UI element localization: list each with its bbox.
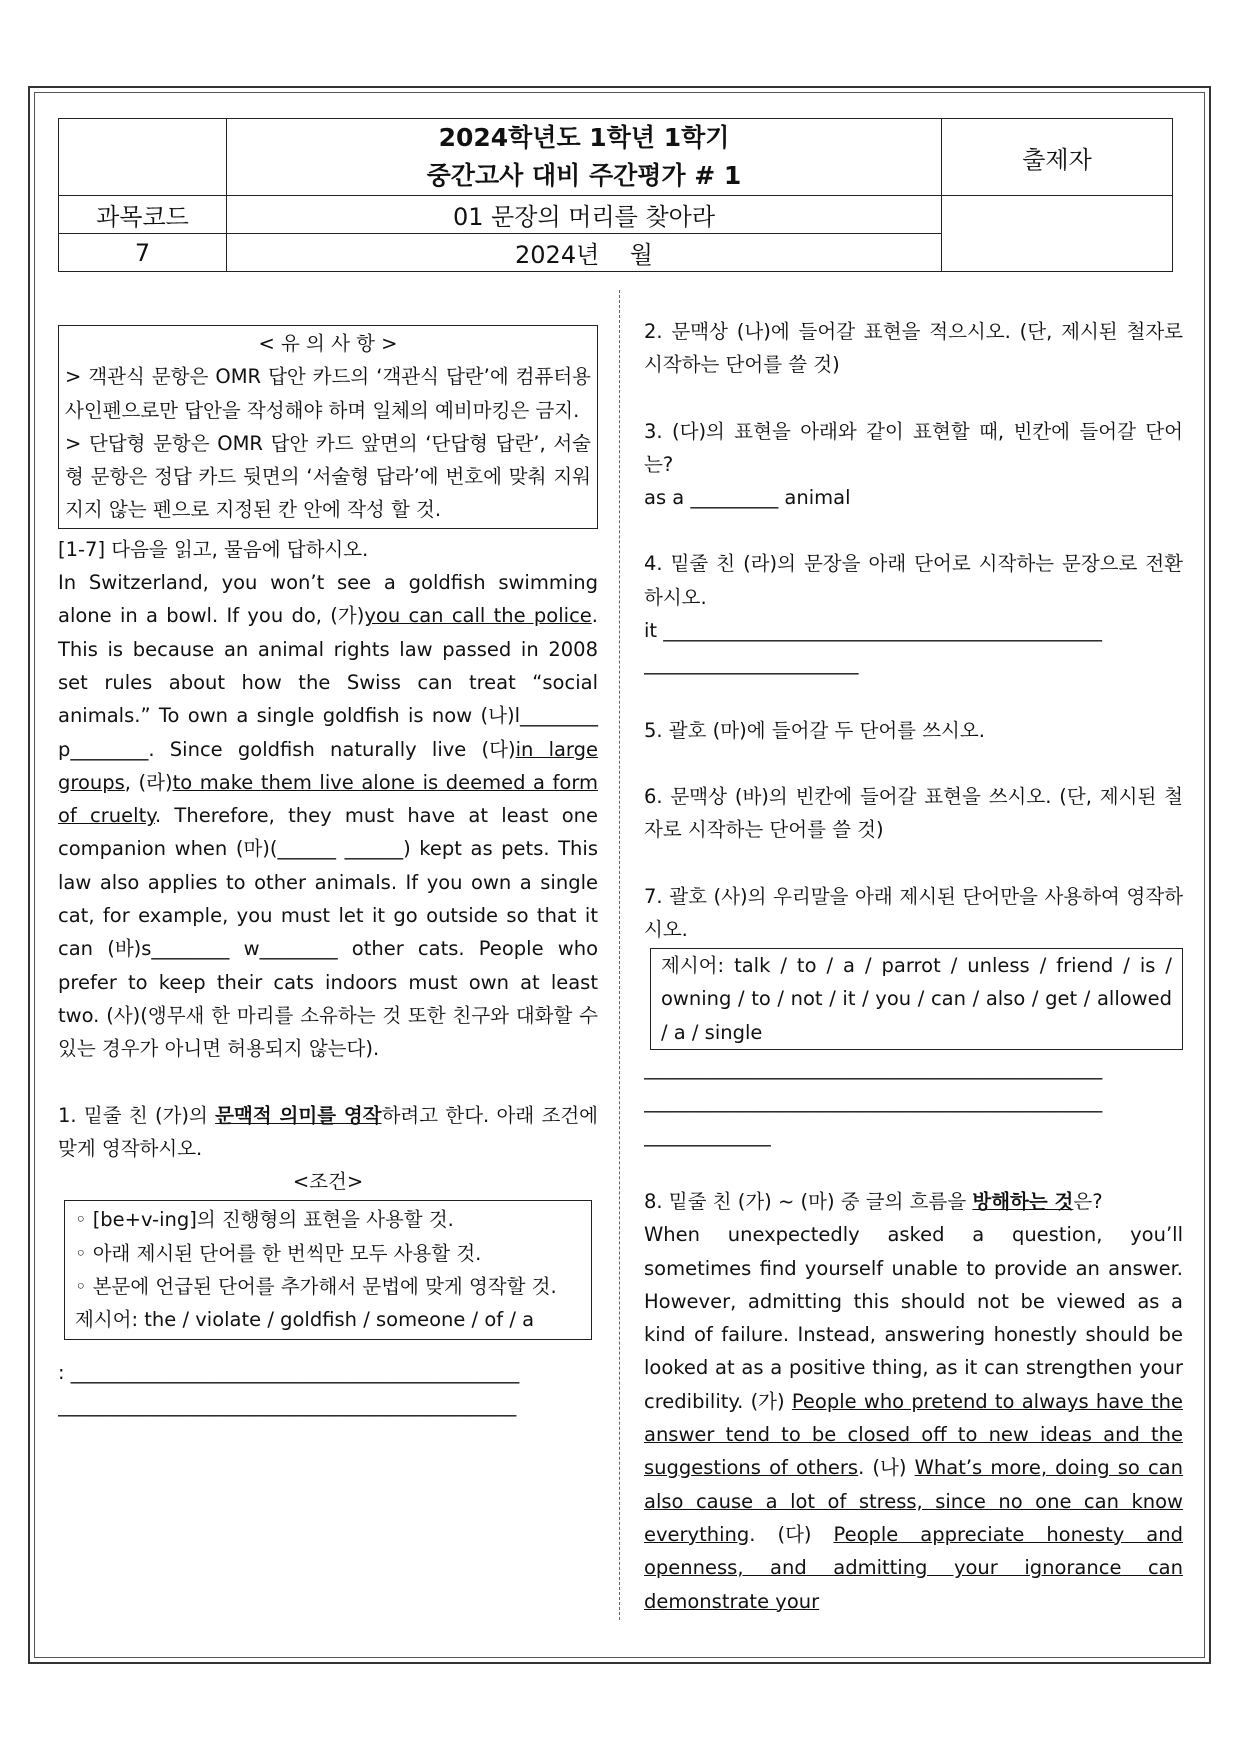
exam-title-cell — [227, 119, 942, 196]
subject-code-value: 7 — [59, 234, 227, 272]
notice-item-1: > 객관식 문항은 OMR 답안 카드의 ‘객관식 답란’에 컴퓨터용 사인펜으로만 답안을 작성해야 하며 일체의 예비마킹은 금지. — [65, 365, 591, 422]
q8-passage: When unexpectedly asked a question, you’ll sometimes find yourself unable to provide an answer. However, admitting this should not be viewed as a kind of failure. Instead, answering honestly should be looked at as a positive thing, as it can strengthen your credibility. (가) People who pretend to always have the answer tend to be closed off to new ideas and the suggestions of others. (나) What’s more, doing so can also cause a lot of stress, since no one can know everything. (다) People appreciate honesty and openness, and admitting your ignorance can demonstrate your — [644, 1223, 1183, 1613]
underline-ga: you can call the police — [364, 604, 592, 628]
underline-da: in large groups — [58, 737, 598, 794]
underline-ra: to make them live alone is deemed a form of cruelty — [58, 770, 599, 828]
condition-2: ◦ 아래 제시된 단어를 한 번씩만 모두 사용할 것. — [75, 1241, 482, 1265]
subject-code-label: 과목코드 — [59, 196, 227, 234]
q8-underline-na: What’s more, doing so can also cause a lot of stress, since no one can know everything — [644, 1456, 1183, 1546]
q7-answer-line-1[interactable]: _______________________________________________ — [644, 1057, 1103, 1081]
column-divider — [619, 290, 620, 1620]
question-5: 5. 괄호 (마)에 들어갈 두 단어를 쓰시오. — [644, 718, 985, 742]
passage: In Switzerland, you won’t see a goldfish swimming alone in a bowl. If you do, (가)you can call the police. This is because an animal rights law passed in 2008 set rules about how the Swiss can treat “social animals.” To own a single goldfish is now (나)l________ p________. Since goldfish naturally live (다)in large groups, (라)to make them live alone is deemed a form of cruelty. Therefore, they must have at least one companion when (마)(______ ______) kept as pets. This law also applies to other animals. If you own a single cat, for example, you must let it go outside so that it can (바)s________ w________ other cats. People who prefer to keep their cats indoors must own at least two. (사)(앵무새 한 마리를 소유하는 것 또한 친구와 대화할 수 있는 경우가 아니면 허용되지 않는다). — [58, 571, 599, 1061]
q1-answer-line-2[interactable]: _______________________________________________ — [58, 1393, 517, 1417]
conditions-box — [64, 1200, 592, 1339]
question-7: 7. 괄호 (사)의 우리말을 아래 제시된 단어만을 사용하여 영작하시오. — [644, 884, 1183, 941]
notice-box — [58, 325, 598, 529]
condition-hint-words: 제시어: the / violate / goldfish / someone / of / a — [75, 1308, 535, 1332]
right-column — [644, 315, 1183, 1618]
passage-instruction: [1-7] 다음을 읽고, 물음에 답하시오. — [58, 537, 369, 561]
q7-answer-line-3[interactable]: _____________ — [644, 1123, 771, 1147]
author-label: 출제자 — [942, 119, 1173, 196]
q3-answer-line[interactable]: as a _________ animal — [644, 486, 851, 510]
left-column — [58, 325, 598, 1422]
question-8: 8. 밑줄 친 (가) ~ (마) 중 글의 흐름을 방해하는 것은? — [644, 1189, 1103, 1213]
q8-underline-ga: People who pretend to always have the answer tend to be closed off to new ideas and the suggestions of others — [644, 1389, 1183, 1480]
exam-title-line1: 2024학년도 1학년 1학기 — [438, 123, 730, 152]
notice-item-2: > 단답형 문항은 OMR 답안 카드 앞면의 ‘단답형 답란’, 서술형 문항은 정답 카드 뒷면의 ‘서술형 답라’에 번호에 맞춰 지워지지 않는 펜으로 지정된 칸 안에 작성 할 것. — [65, 431, 591, 522]
question-1: 1. 밑줄 친 (가)의 문맥적 의미를 영작하려고 한다. 아래 조건에 맞게 영작하시오. — [58, 1103, 598, 1160]
question-4: 4. 밑줄 친 (라)의 문장을 아래 단어로 시작하는 문장으로 전환하시오. — [644, 552, 1183, 609]
question-3: 3. (다)의 표현을 아래와 같이 표현할 때, 빈칸에 들어갈 단어는? — [644, 419, 1183, 476]
q8-underline-da: People appreciate honesty and openness, and admitting your ignorance can demonstrate your — [644, 1522, 1183, 1613]
unit-title: 01 문장의 머리를 찾아라 — [227, 196, 942, 234]
header-blank-cell — [59, 119, 227, 196]
exam-header-table — [58, 118, 1173, 272]
notice-title: < 유 의 사 항 > — [258, 332, 398, 355]
condition-3: ◦ 본문에 언급된 단어를 추가해서 문법에 맞게 영작할 것. — [75, 1275, 557, 1299]
q8-emphasis: 방해하는 것 — [972, 1189, 1074, 1213]
exam-date: 2024년 월 — [227, 234, 942, 272]
q7-hint-words: 제시어: talk / to / a / parrot / unless / friend / is / owning / to / not / it / you / can / also / get / allowed / a / single — [661, 954, 1172, 1044]
question-2: 2. 문맥상 (나)에 들어갈 표현을 적으시오. (단, 제시된 철자로 시작하는 단어를 쓸 것) — [644, 320, 1183, 377]
q1-emphasis: 문맥적 의미를 영작 — [215, 1103, 382, 1127]
question-6: 6. 문맥상 (바)의 빈칸에 들어갈 표현을 쓰시오. (단, 제시된 철자로 시작하는 단어를 쓸 것) — [644, 784, 1183, 842]
q7-answer-line-2[interactable]: _______________________________________________ — [644, 1090, 1103, 1114]
conditions-title: <조건> — [292, 1170, 364, 1194]
q7-hint-box — [650, 948, 1183, 1050]
author-name-cell[interactable] — [942, 196, 1173, 272]
condition-1: ◦ [be+v-ing]의 진행형의 표현을 사용할 것. — [75, 1208, 454, 1232]
q1-answer-line-1[interactable]: : ______________________________________________ — [58, 1360, 520, 1384]
q4-answer-line-2[interactable]: ______________________ — [644, 652, 859, 676]
q4-answer-line-1[interactable]: it _____________________________________________ — [644, 619, 1103, 643]
exam-title-line2: 중간고사 대비 주간평가 # 1 — [426, 161, 742, 190]
